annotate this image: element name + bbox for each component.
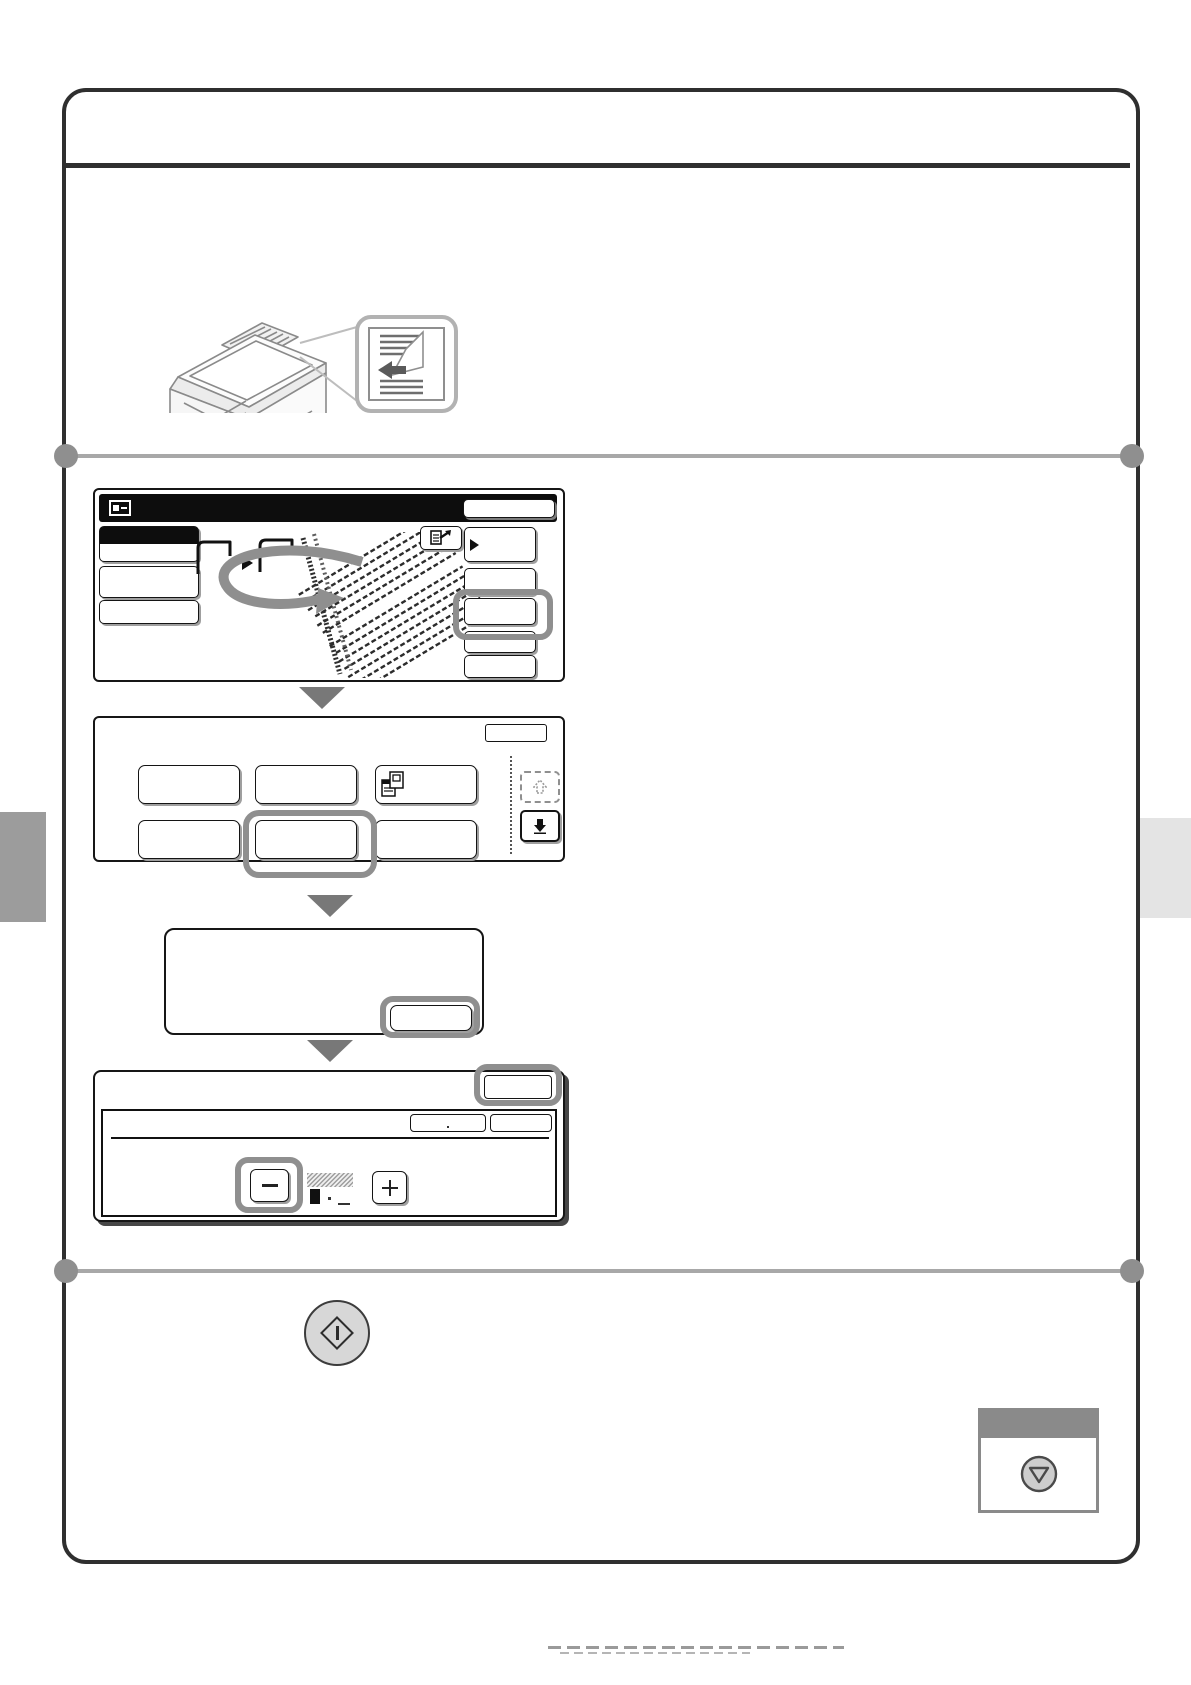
- start-bar-icon: [336, 1326, 339, 1340]
- play-triangle-icon: [470, 539, 479, 551]
- chapter-tab-left: [0, 812, 46, 922]
- step-divider-2: [64, 1269, 1128, 1273]
- preview-icon-button[interactable]: [420, 526, 462, 550]
- level-indicator-cursor: [310, 1189, 320, 1204]
- stacked-documents-icon: [380, 770, 406, 798]
- screen4-close-button[interactable]: [484, 1075, 552, 1099]
- page-export-arrow-icon: [429, 528, 453, 546]
- screen-special-modes: [93, 716, 565, 862]
- screen1-right-button-5[interactable]: [464, 655, 536, 678]
- scroll-up-button[interactable]: [520, 771, 560, 803]
- minus-icon: [262, 1184, 278, 1187]
- screen2-button-r1c1[interactable]: [138, 765, 240, 804]
- flow-arrow-2: [307, 895, 353, 917]
- screen1-right-button-1[interactable]: [464, 527, 536, 562]
- screen1-left-tab-selected[interactable]: [99, 526, 199, 562]
- stop-panel-body: [981, 1438, 1096, 1510]
- panel-top-button-1[interactable]: [410, 1114, 486, 1132]
- rotate-swoosh-arrow: [224, 550, 362, 614]
- screen1-titlebar: [99, 494, 557, 522]
- start-key[interactable]: [304, 1300, 370, 1366]
- copier-line-art: [160, 315, 460, 413]
- screen1-preview-graphic: [190, 532, 490, 678]
- minus-button[interactable]: [250, 1169, 289, 1202]
- flow-arrow-3: [307, 1040, 353, 1062]
- screen2-button-r1c3[interactable]: [375, 765, 477, 804]
- step-divider-1-dot-left: [54, 444, 78, 468]
- footer-fine-print-2: [560, 1652, 750, 1654]
- screen2-button-r1c2[interactable]: [255, 765, 357, 804]
- screen1-left-tab-3[interactable]: [99, 600, 199, 624]
- stop-key-panel: [978, 1408, 1099, 1513]
- step-divider-2-dot-left: [54, 1259, 78, 1283]
- screen1-right-button-3-highlighted[interactable]: [464, 598, 536, 625]
- scroll-down-button[interactable]: [520, 810, 560, 842]
- footer-fine-print: [548, 1646, 844, 1649]
- stop-panel-band: [981, 1411, 1096, 1438]
- screen2-button-r2c2-highlighted[interactable]: [255, 820, 357, 859]
- plus-button[interactable]: [372, 1171, 407, 1204]
- panel-top-button-2[interactable]: [490, 1114, 552, 1132]
- panel-rule: [111, 1137, 549, 1139]
- scroll-down-icon: [533, 818, 547, 834]
- screen-adjustment: [93, 1070, 565, 1222]
- message-dialog: [164, 928, 484, 1035]
- screen1-titlebar-button[interactable]: [463, 499, 555, 518]
- copier-illustration: [160, 315, 460, 413]
- level-indicator-underscore: [338, 1203, 350, 1205]
- screen-copy-main: [93, 488, 565, 682]
- step-divider-1: [64, 454, 1128, 458]
- screen2-button-r2c3[interactable]: [375, 820, 477, 859]
- scroll-separator: [510, 756, 512, 854]
- adjustment-panel: [101, 1109, 557, 1217]
- panel-button-dot: [447, 1126, 449, 1128]
- header-rule: [64, 163, 1130, 168]
- level-indicator-scale: [307, 1173, 353, 1187]
- screen2-button-r2c1[interactable]: [138, 820, 240, 859]
- scroll-up-icon: [533, 779, 547, 795]
- screen2-top-right-button[interactable]: [485, 724, 547, 742]
- plus-icon: [382, 1180, 398, 1196]
- level-indicator-dot: [328, 1197, 331, 1200]
- stop-key[interactable]: [1018, 1453, 1060, 1495]
- screen1-left-tab-2[interactable]: [99, 566, 199, 598]
- callout-bubble: [357, 317, 456, 411]
- step-divider-1-dot-right: [1120, 444, 1144, 468]
- flow-arrow-1: [299, 687, 345, 709]
- dialog-ok-button[interactable]: [390, 1005, 472, 1031]
- copier-mini-icon: [109, 500, 131, 516]
- step-divider-2-dot-right: [1120, 1259, 1144, 1283]
